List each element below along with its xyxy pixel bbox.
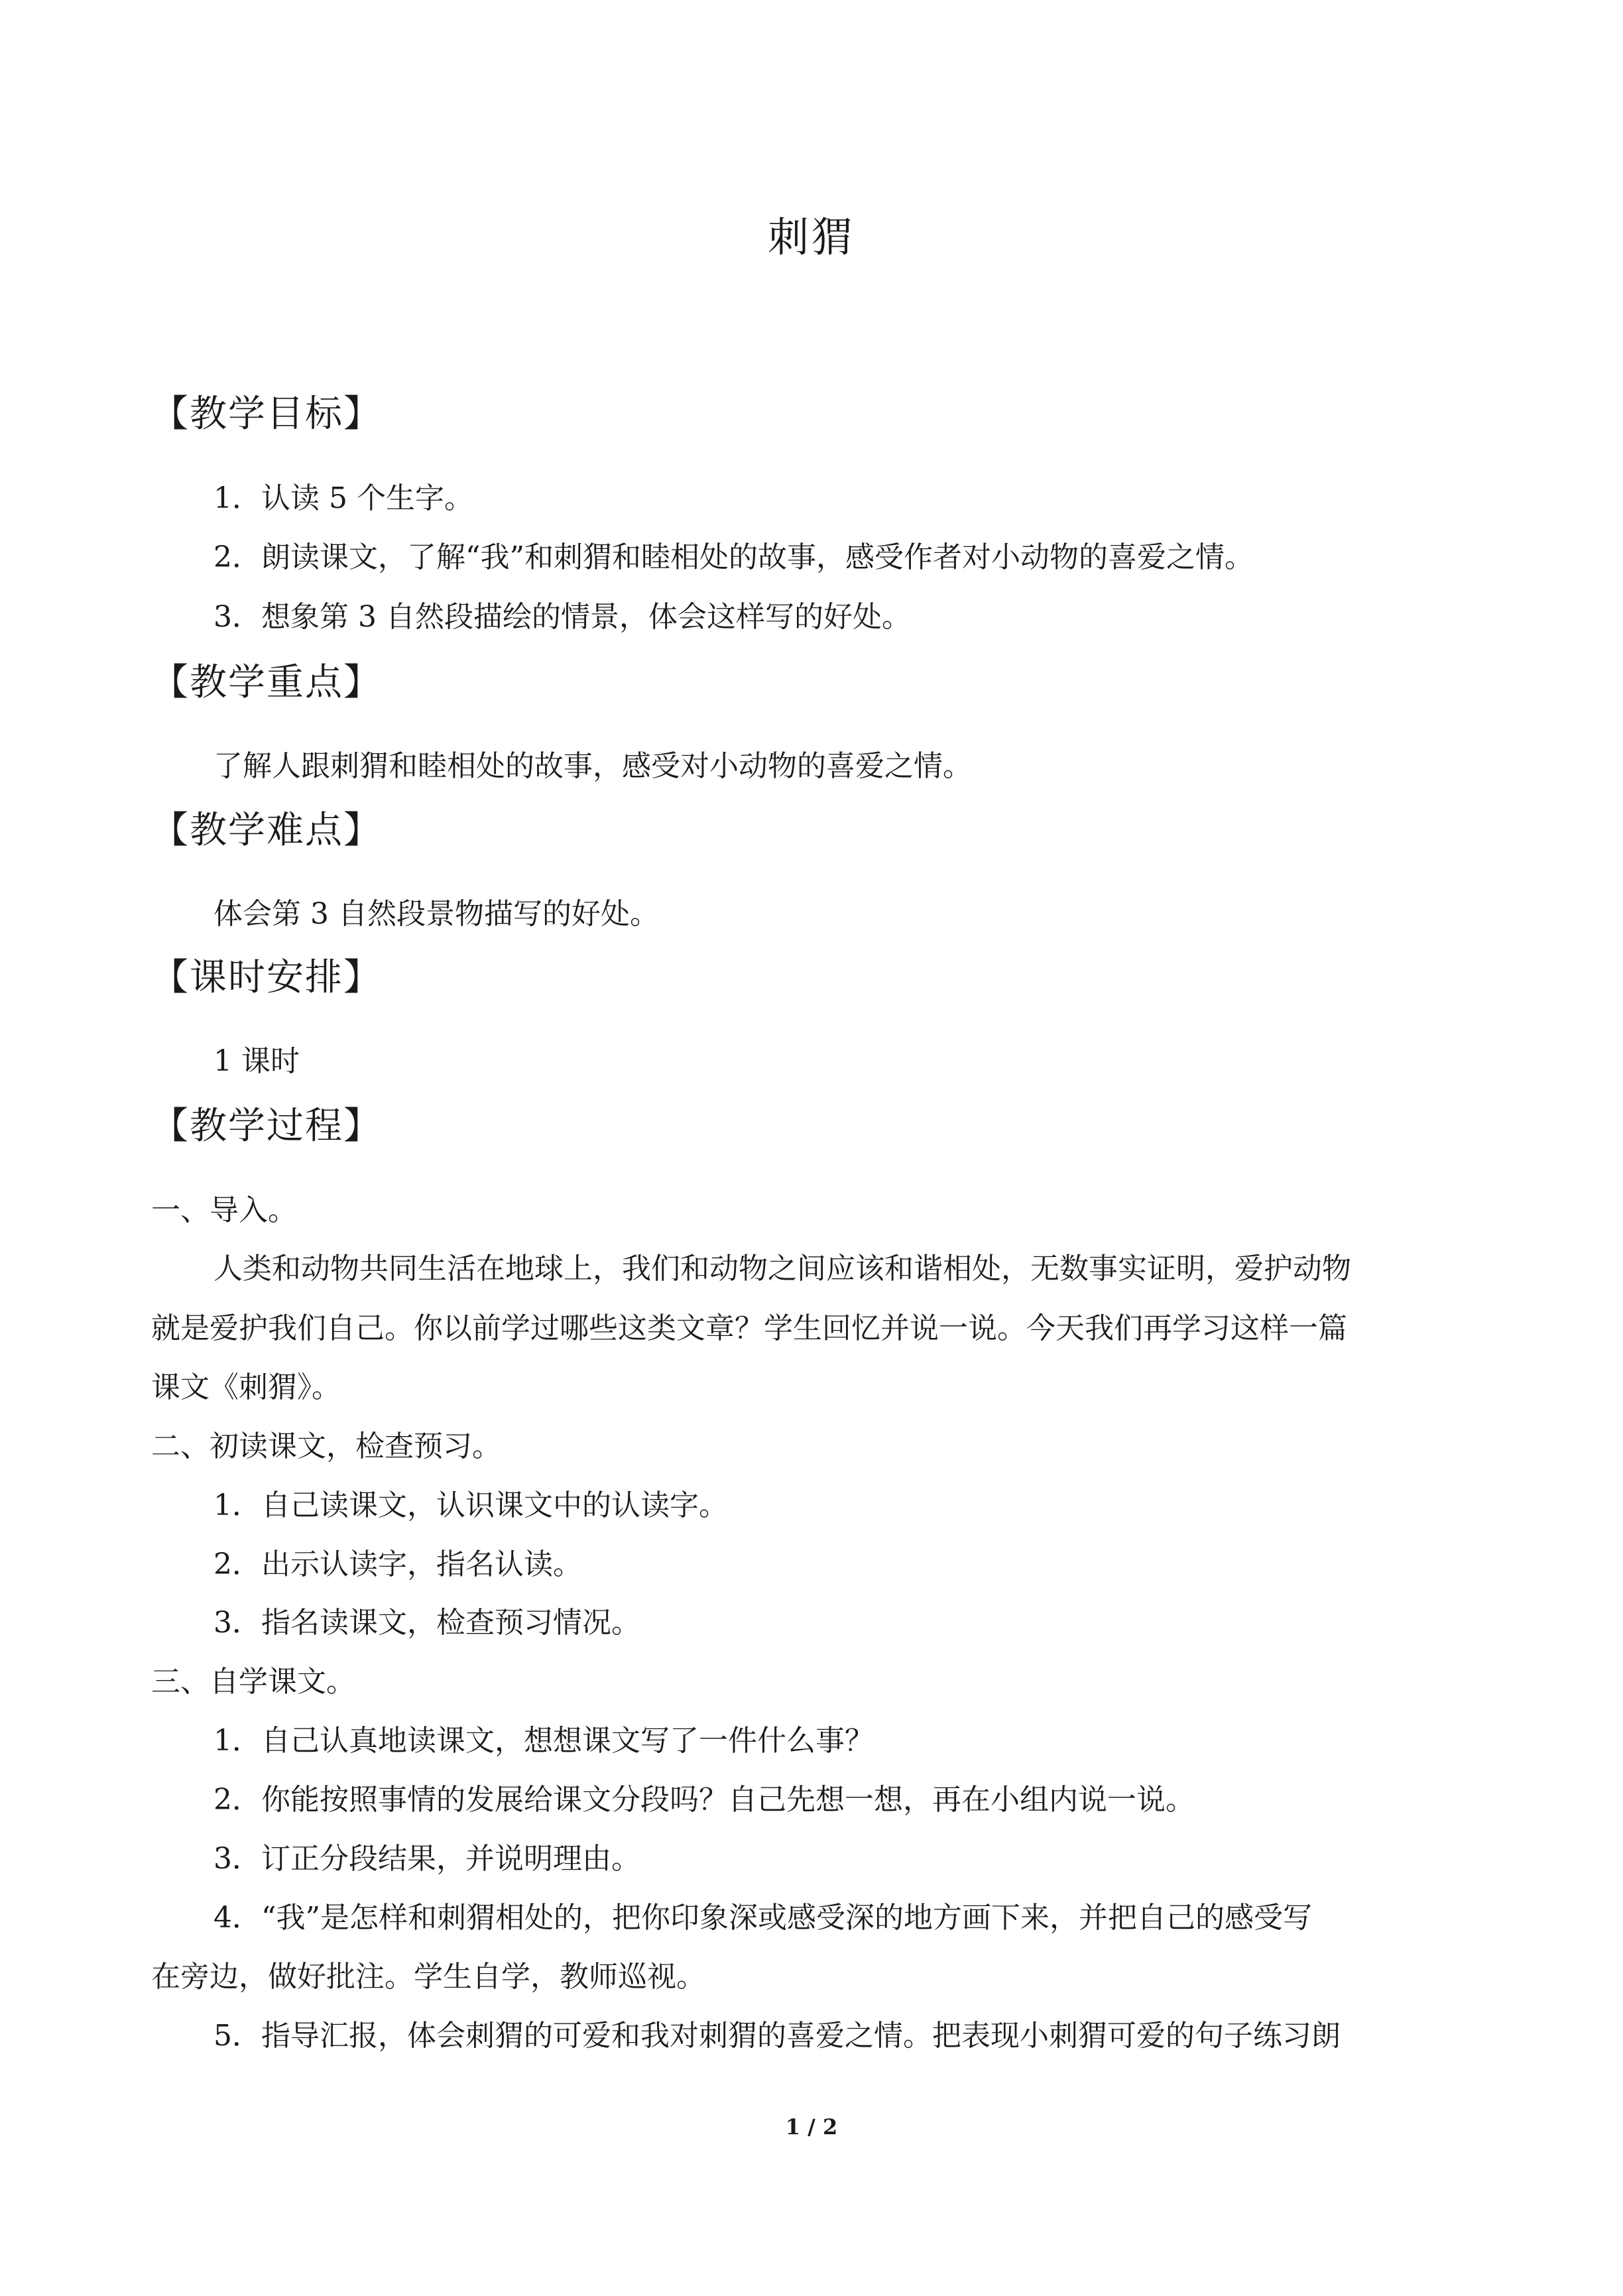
process-part3-item-4: 4．“我”是怎样和刺猬相处的，把你印象深或感受深的地方画下来，并把自己的感受写 [213, 1901, 1312, 1935]
process-part3-title: 三、自学课文。 [151, 1665, 355, 1699]
page-title: 刺猬 [767, 213, 855, 261]
process-part2-item-1: 1．自己读课文，认识课文中的认读字。 [213, 1488, 728, 1522]
process-part1-line-1: 人类和动物共同生活在地球上，我们和动物之间应该和谐相处，无数事实证明，爱护动物 [213, 1252, 1351, 1286]
process-part1-title: 一、导入。 [151, 1193, 297, 1227]
page-number: 1 / 2 [785, 2114, 838, 2140]
process-part3-item-1: 1．自己认真地读课文，想想课文写了一件什么事？ [213, 1724, 874, 1758]
heading-process: 【教学过程】 [151, 1105, 382, 1148]
heading-schedule: 【课时安排】 [151, 956, 382, 999]
process-part2-item-2: 2．出示认读字，指名认读。 [213, 1547, 582, 1581]
difficulties-text: 体会第 3 自然段景物描写的好处。 [213, 897, 659, 931]
objective-item-2: 2．朗读课文，了解“我”和刺猬和睦相处的故事，感受作者对小动物的喜爱之情。 [213, 540, 1254, 574]
objective-item-3: 3．想象第 3 自然段描绘的情景，体会这样写的好处。 [213, 600, 911, 634]
heading-key-points: 【教学重点】 [151, 661, 382, 704]
process-part3-item-4-cont: 在旁边，做好批注。学生自学，教师巡视。 [151, 1960, 705, 1994]
heading-difficulties: 【教学难点】 [151, 809, 382, 852]
process-part3-item-5: 5．指导汇报，体会刺猬的可爱和我对刺猬的喜爱之情。把表现小刺猬可爱的句子练习朗 [213, 2019, 1341, 2053]
objective-item-1: 1．认读 5 个生字。 [213, 481, 473, 515]
process-part1-line-2: 就是爱护我们自己。你以前学过哪些这类文章？学生回忆并说一说。今天我们再学习这样一篇 [151, 1311, 1347, 1345]
schedule-text: 1 课时 [213, 1044, 300, 1078]
process-part2-item-3: 3．指名读课文，检查预习情况。 [213, 1606, 640, 1640]
heading-objectives: 【教学目标】 [151, 393, 382, 436]
process-part3-item-2: 2．你能按照事情的发展给课文分段吗？自己先想一想，再在小组内说一说。 [213, 1783, 1195, 1817]
process-part2-title: 二、初读课文，检查预习。 [151, 1429, 501, 1463]
process-part3-item-3: 3．订正分段结果，并说明理由。 [213, 1842, 640, 1876]
key-points-text: 了解人跟刺猬和睦相处的故事，感受对小动物的喜爱之情。 [213, 749, 972, 783]
process-part1-line-3: 课文《刺猬》。 [151, 1370, 341, 1404]
